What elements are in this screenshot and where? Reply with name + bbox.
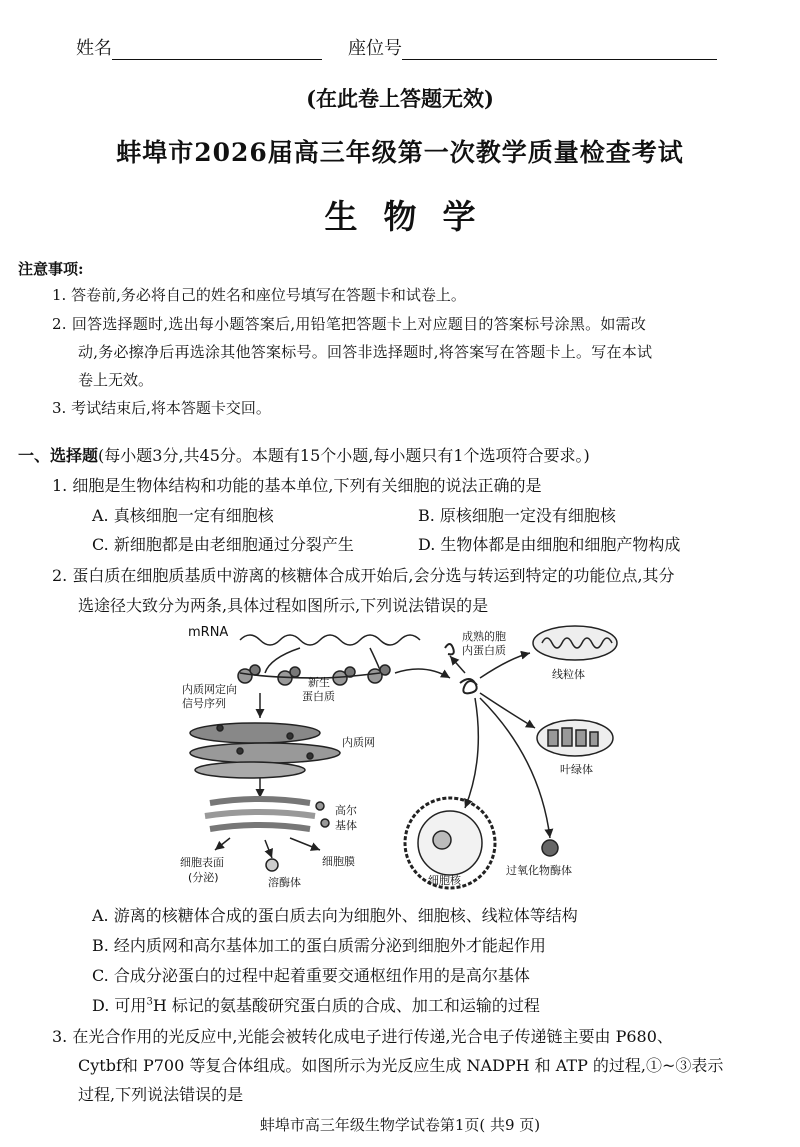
label-er-signal-2: 信号序列 bbox=[182, 697, 226, 710]
q2-option-d bbox=[92, 993, 540, 1016]
label-nucleus: 细胞核 bbox=[428, 874, 461, 887]
notice-item-1: 1. 答卷前,务必将自己的姓名和座位号填写在答题卡和试卷上。 bbox=[52, 286, 466, 304]
name-label: 姓名 bbox=[76, 38, 112, 59]
chloroplast-icon bbox=[537, 720, 613, 756]
q1-option-d: D. 生物体都是由细胞和细胞产物构成 bbox=[418, 535, 681, 554]
q3-line-2: Cytbf和 P700 等复合体组成。如图所示为光反应生成 NADPH 和 ATP 的过程,①~③表示 bbox=[78, 1056, 724, 1075]
peroxisome-icon bbox=[542, 840, 558, 856]
q2-option-d-pre: D. 可用 bbox=[92, 996, 147, 1015]
q2-option-d-sup: 3 bbox=[146, 996, 153, 1008]
label-lysosome: 溶酶体 bbox=[268, 876, 301, 889]
notice-item-2: 2. 回答选择题时,选出每小题答案后,用铅笔把答题卡上对应题目的答案标号涂黑。如需改 bbox=[52, 315, 647, 333]
label-new-protein-1: 新生 bbox=[308, 676, 330, 689]
q2-stem-2: 选途径大致分为两条,具体过程如图所示,下列说法错误的是 bbox=[78, 596, 489, 615]
label-membrane: 细胞膜 bbox=[322, 855, 355, 868]
notice-item-2-cont: 动,务必擦净后再选涂其他答案标号。回答非选择题时,将答案写在答题卡上。写在本试 bbox=[78, 343, 653, 361]
q2-option-d-post: H 标记的氨基酸研究蛋白质的合成、加工和运输的过程 bbox=[152, 996, 540, 1015]
notice-heading: 注意事项: bbox=[18, 260, 84, 278]
label-golgi-2: 基体 bbox=[335, 819, 357, 832]
seat-field bbox=[348, 34, 717, 60]
invalid-note: (在此卷上答题无效) bbox=[306, 86, 494, 111]
notice-item-2-end: 卷上无效。 bbox=[78, 371, 154, 389]
q2-option-a: A. 游离的核糖体合成的蛋白质去向为细胞外、细胞核、线粒体等结构 bbox=[92, 906, 578, 925]
label-peroxisome: 过氧化物酶体 bbox=[506, 864, 572, 877]
q3-line-3: 过程,下列说法错误的是 bbox=[78, 1085, 244, 1104]
label-golgi-1: 高尔 bbox=[335, 804, 357, 817]
q3-line-1: 3. 在光合作用的光反应中,光能会被转化成电子进行传递,光合电子传递链主要由 P680、 bbox=[52, 1027, 673, 1046]
name-blank bbox=[112, 41, 322, 60]
protein-sorting-diagram bbox=[180, 618, 650, 893]
seat-blank bbox=[402, 41, 717, 60]
q1-option-c: C. 新细胞都是由老细胞通过分裂产生 bbox=[92, 535, 354, 554]
golgi-icon bbox=[205, 799, 329, 829]
label-chloro: 叶绿体 bbox=[560, 763, 593, 776]
label-mature-2: 内蛋白质 bbox=[462, 644, 506, 657]
section-heading bbox=[18, 443, 590, 466]
seat-label: 座位号 bbox=[348, 38, 402, 59]
label-mito: 线粒体 bbox=[552, 668, 585, 681]
exam-title: 蚌埠市2026届高三年级第一次教学质量检查考试 bbox=[116, 138, 684, 167]
notice-item-3: 3. 考试结束后,将本答题卡交回。 bbox=[52, 399, 271, 417]
q1-option-b: B. 原核细胞一定没有细胞核 bbox=[418, 506, 616, 525]
section-label: 一、选择题 bbox=[18, 446, 99, 465]
q1-stem: 1. 细胞是生物体结构和功能的基本单位,下列有关细胞的说法正确的是 bbox=[52, 476, 542, 495]
label-mature-1: 成熟的胞 bbox=[462, 630, 506, 643]
subject-title: 生物学 bbox=[324, 197, 502, 236]
label-cell-surface-1: 细胞表面 bbox=[180, 856, 224, 869]
q2-option-b: B. 经内质网和高尔基体加工的蛋白质需分泌到细胞外才能起作用 bbox=[92, 936, 546, 955]
q1-option-a: A. 真核细胞一定有细胞核 bbox=[92, 506, 274, 525]
folded-protein-icon bbox=[460, 679, 477, 693]
label-new-protein-2: 蛋白质 bbox=[302, 690, 335, 703]
mitochondrion-icon bbox=[533, 626, 617, 660]
label-er: 内质网 bbox=[342, 736, 375, 749]
label-cell-surface-2: (分泌) bbox=[188, 871, 219, 884]
q2-stem-1: 2. 蛋白质在细胞质基质中游离的核糖体合成开始后,会分选与转运到特定的功能位点,其分 bbox=[52, 566, 675, 585]
q2-option-c: C. 合成分泌蛋白的过程中起着重要交通枢纽作用的是高尔基体 bbox=[92, 966, 530, 985]
er-icon bbox=[190, 723, 340, 778]
label-er-signal-1: 内质网定向 bbox=[182, 683, 237, 696]
page-footer: 蚌埠市高三年级生物学试卷第1页( 共9 页) bbox=[259, 1116, 541, 1134]
mrna-strand bbox=[240, 635, 420, 645]
name-field bbox=[76, 34, 322, 60]
label-mrna: mRNA bbox=[188, 625, 229, 640]
section-desc: (每小题3分,共45分。本题有15个小题,每小题只有1个选项符合要求。) bbox=[98, 446, 590, 465]
